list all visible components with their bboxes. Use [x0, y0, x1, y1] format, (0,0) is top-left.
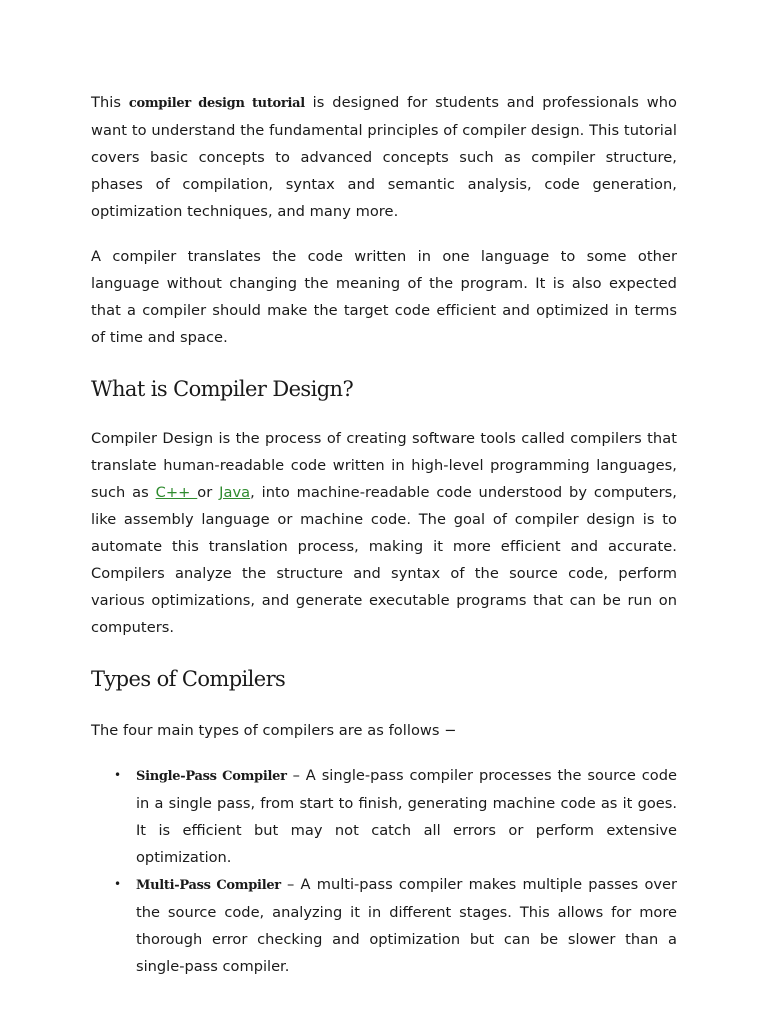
- intro-paragraph-2: A compiler translates the code written in one language to some other language without changing the meaning of the program. It is also expected that a compiler should make the target code efficient and optimized in terms of time and space.: [91, 248, 677, 346]
- what-is-paragraph: [91, 425, 677, 641]
- intro-paragraph-1: [91, 89, 677, 225]
- document-page: [91, 88, 677, 980]
- what-is-text-part-1: Compiler Design is the process of creating software tools called compilers that translate human-readable code written in high-level programming languages, such as: [91, 430, 677, 501]
- list-item-single-pass: [114, 762, 677, 871]
- compiler-types-list: [91, 762, 677, 980]
- what-is-text-part-2: or: [197, 484, 220, 501]
- bullet-icon: •: [114, 877, 122, 891]
- intro-p1-prefix: This: [91, 94, 129, 111]
- list-item-title: Multi-Pass Compiler: [136, 878, 281, 893]
- list-item-text: – A single-pass compiler processes the source code in a single pass, from start to finish, generating machine code as it goes. It is efficient but may not catch all errors or perform extensive optimization.: [136, 767, 677, 866]
- list-item-text: – A multi-pass compiler makes multiple passes over the source code, analyzing it in different stages. This allows for more thorough error checking and optimization but can be slower than a single-pass compiler.: [136, 876, 677, 975]
- intro-p1-bold-term: compiler design tutorial: [128, 96, 305, 111]
- list-item-title: Single-Pass Compiler: [136, 769, 287, 784]
- what-is-text-part-3: , into machine-readable code understood by computers, like assembly language or machine code. The goal of compiler design is to automate this translation process, making it more efficient and accurate. Compilers analyze the structure and syntax of the source code, perform various optimizations, and generate executable programs that can be run on computers.: [91, 484, 677, 636]
- cpp-link[interactable]: C++: [155, 484, 198, 501]
- types-intro-paragraph: The four main types of compilers are as follows −: [91, 722, 457, 739]
- heading-types-of-compilers: Types of Compilers: [91, 667, 286, 691]
- java-link[interactable]: Java: [219, 484, 251, 501]
- list-item-multi-pass: [114, 871, 677, 980]
- intro-p1-rest: is designed for students and professionals who want to understand the fundamental principles of compiler design. This tutorial covers basic concepts to advanced concepts such as compiler structure, phases of compilation, syntax and semantic analysis, code generation, optimization techniques, and many more.: [91, 94, 677, 220]
- heading-what-is-compiler-design: What is Compiler Design?: [91, 377, 354, 401]
- bullet-icon: •: [114, 768, 122, 782]
